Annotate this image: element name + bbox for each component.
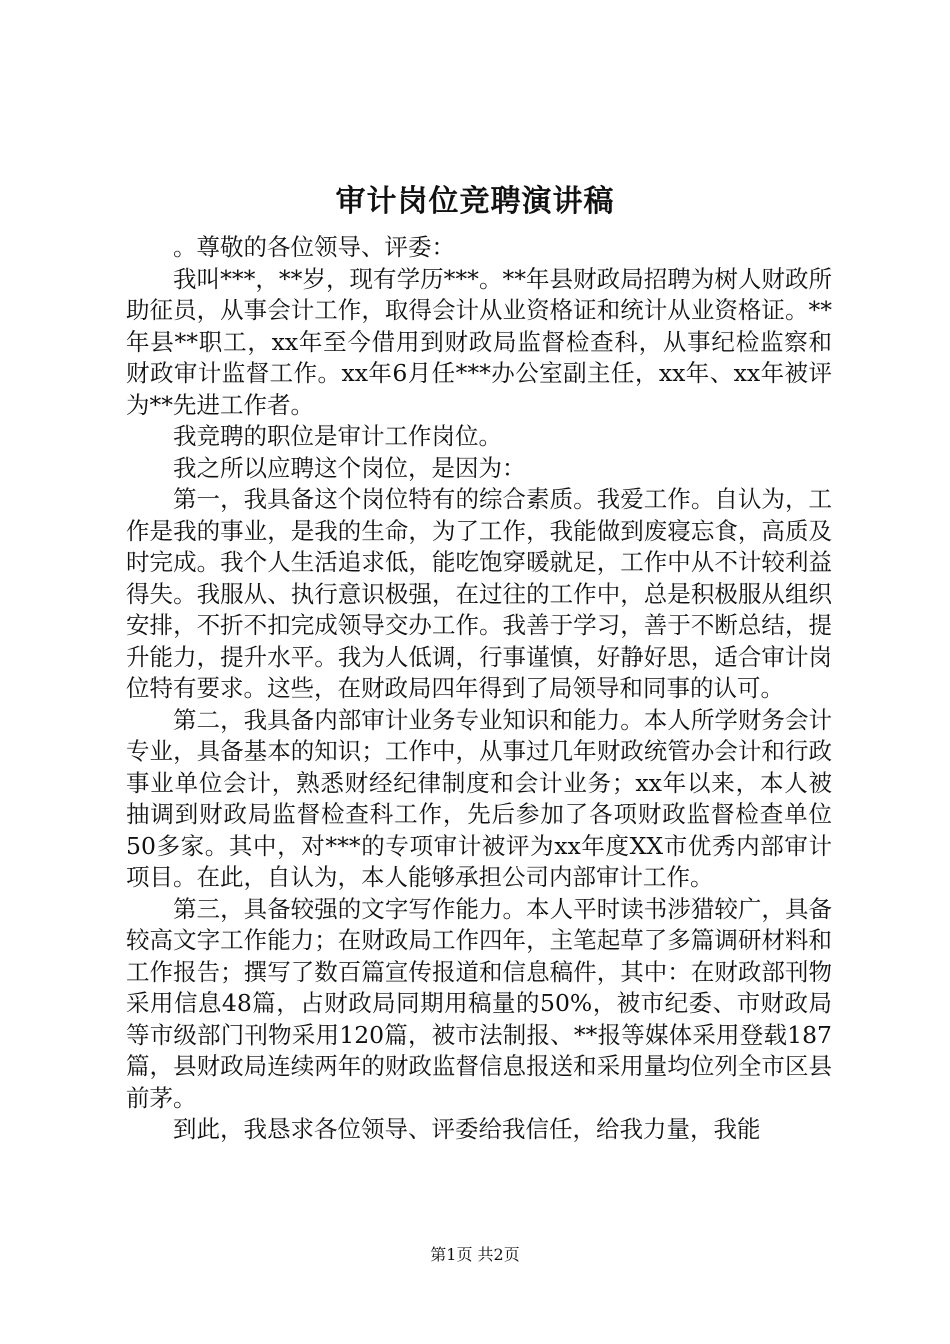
document-body [126,232,832,1146]
document-title: 审计岗位竞聘演讲稿 [335,184,615,219]
paragraph-reason-lead: 我之所以应聘这个岗位，是因为： [173,453,526,482]
paragraph-point-one: 第一，我具备这个岗位特有的综合素质。我爱工作。自认为，工作是我的事业，是我的生命，为了工作，我能做到废寝忘食，高质及时完成。我个人生活追求低，能吃饱穿暖就足，工作中从不计较利益得失。我服从、执行意识极强，在过往的工作中，总是积极服从组织安排，不折不扣完成领导交办工作。我善于学习，善于不断总结，提升能力，提升水平。我为人低调，行事谨慎，好静好思，适合审计岗位特有要求。这些，在财政局四年得到了局领导和同事的认可。 [126,485,832,702]
paragraph-point-three: 第三，具备较强的文字写作能力。本人平时读书涉猎较广，具备较高文字工作能力；在财政局工作四年，主笔起草了多篇调研材料和工作报告；撰写了数百篇宣传报道和信息稿件，其中：在财政部刊物采用信息48篇，占财政局同期用稿量的50%，被市纪委、市财政局等市级部门刊物采用120篇，被市法制报、**报等媒体采用登载187篇，县财政局连续两年的财政监督信息报送和采用量均位列全市区县前茅。 [126,894,832,1112]
page-number: 第1页 共2页 [430,1245,520,1264]
paragraph-point-two: 第二，我具备内部审计业务专业知识和能力。本人所学财务会计专业，具备基本的知识；工作中，从事过几年财政统管办会计和行政事业单位会计，熟悉财经纪律制度和会计业务；xx年以来，本人被抽调到财政局监督检查科工作，先后参加了各项财政监督检查单位50多家。其中，对***的专项审计被评为xx年度XX市优秀内部审计项目。在此，自认为，本人能够承担公司内部审计工作。 [126,705,832,891]
paragraph-introduction: 我叫***，**岁，现有学历***。**年县财政局招聘为树人财政所助征员，从事会计工作，取得会计从业资格证和统计从业资格证。**年县**职工，xx年至今借用到财政局监督检查科，从事纪检监察和财政审计监督工作。xx年6月任***办公室副主任，xx年、xx年被评为**先进工作者。 [126,264,832,419]
paragraph-position: 我竞聘的职位是审计工作岗位。 [173,422,502,450]
paragraph-closing: 到此，我恳求各位领导、评委给我信任，给我力量，我能 [173,1115,761,1143]
paragraph-salutation: 。尊敬的各位领导、评委： [173,233,455,261]
